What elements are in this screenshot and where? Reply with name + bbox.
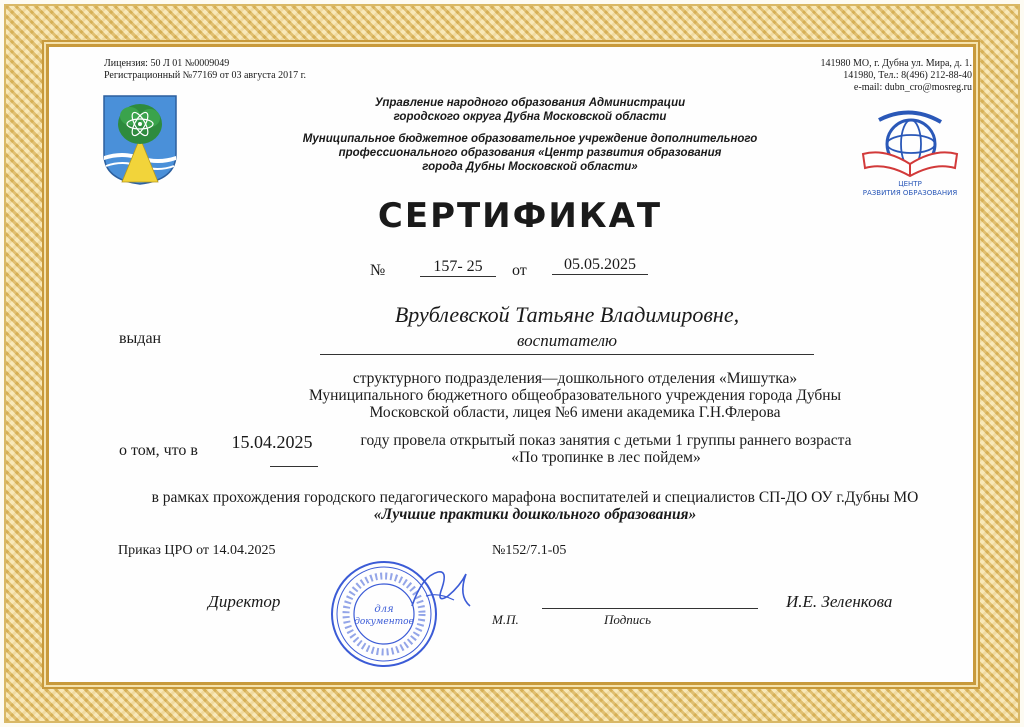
stamp-place-label: М.П.	[492, 612, 519, 627]
stamp-text-for: для	[374, 604, 394, 615]
department-line: городского округа Дубна Московской области	[393, 111, 667, 123]
issued-label: выдан	[119, 330, 162, 347]
institution-header	[250, 132, 810, 174]
education-center-logo-icon	[855, 108, 965, 200]
logo-text-development: РАЗВИТИЯ ОБРАЗОВАНИЯ	[862, 189, 958, 197]
handwritten-signature-icon	[408, 566, 474, 620]
institution-line: Муниципальное бюджетное образовательное учреждение дополнительного	[302, 133, 758, 145]
institution-line: профессионального образования «Центр развития образования	[338, 147, 722, 159]
director-name: И.Е. Зеленкова	[786, 592, 893, 611]
order-number: №152/7.1-05	[492, 543, 567, 558]
marathon-title: «Лучшие практики дошкольного образования»	[373, 506, 697, 523]
registration-number: Регистрационный №77169 от 03 августа 2017 г.	[104, 70, 307, 81]
certificate-date: 05.05.2025	[552, 256, 648, 275]
event-topic: «По тропинке в лес пойдем»	[511, 449, 701, 466]
event-date: 15.04.2025	[231, 432, 313, 452]
certificate-number: 157- 25	[420, 258, 496, 277]
number-label: №	[370, 262, 386, 279]
event-date-underline	[270, 466, 318, 467]
dubna-coat-of-arms-icon	[102, 94, 178, 186]
department-line: Управление народного образования Администрации	[374, 97, 686, 109]
event-description	[326, 432, 886, 466]
event-line: году провела открытый показ занятия с детьми 1 группы раннего возраста	[360, 432, 852, 449]
recipient-name: Врублевской Татьяне Владимировне,	[394, 302, 740, 327]
organization-line: Московской области, лицея №6 имени академика Г.Н.Флерова	[369, 404, 781, 421]
license-number: Лицензия: 50 Л 01 №0009049	[104, 58, 230, 69]
organization-block	[260, 370, 890, 421]
license-info	[104, 58, 306, 82]
order-reference: Приказ ЦРО от 14.04.2025	[118, 543, 276, 558]
logo-text-center: ЦЕНТР	[898, 180, 922, 188]
date-from-label: от	[512, 262, 527, 279]
email-line: e-mail: dubn_cro@mosreg.ru	[853, 82, 972, 93]
signature-label: Подпись	[604, 612, 651, 627]
that-label: о том, что в	[119, 442, 198, 459]
marathon-line: в рамках прохождения городского педагогического марафона воспитателей и специалистов СП-ДО ОУ г.Дубны МО	[151, 489, 919, 506]
address-line: 141980 МО, г. Дубна ул. Мира, д. 1.	[820, 58, 972, 69]
certificate-title: СЕРТИФИКАТ	[377, 196, 663, 236]
signature-line	[542, 608, 758, 609]
organization-line: структурного подразделения—дошкольного отделения «Мишутка»	[352, 370, 798, 387]
department-header	[320, 96, 740, 124]
stamp-text-documents: документов	[354, 617, 414, 627]
recipient-position: воспитателю	[320, 330, 814, 355]
contact-address	[760, 58, 972, 94]
organization-line: Муниципального бюджетного общеобразовательного учреждения города Дубны	[308, 387, 841, 404]
director-role: Директор	[208, 592, 281, 611]
marathon-block	[100, 489, 970, 523]
phone-line: 141980, Тел.: 8(496) 212-88-40	[843, 70, 972, 81]
institution-line: города Дубны Московской области»	[422, 161, 638, 173]
